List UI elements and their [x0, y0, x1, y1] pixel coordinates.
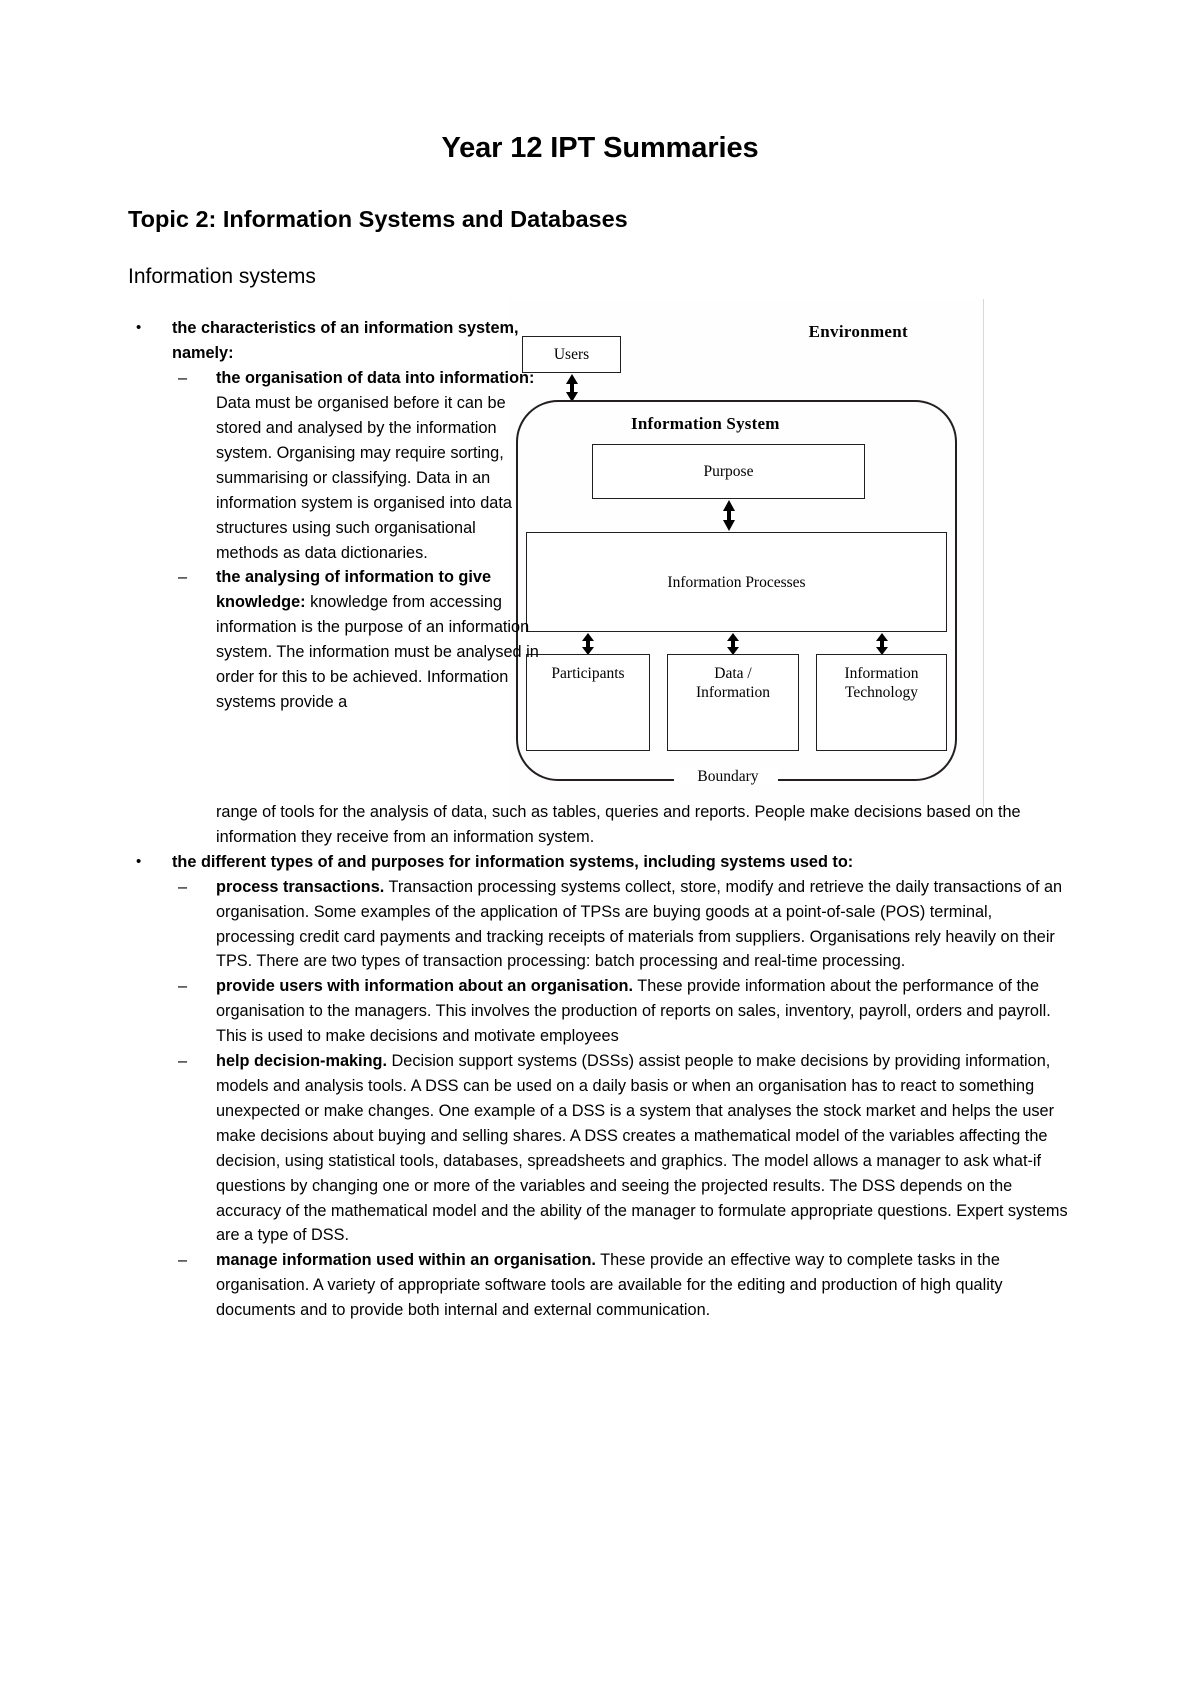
boundary-label: Boundary [697, 768, 759, 785]
bullet-characteristics [128, 316, 542, 715]
dash-glyph: – [178, 877, 188, 896]
sub-process-transactions-label: process transactions. [216, 877, 385, 896]
analysing-continuation-text: range of tools for the analysis of data, such as tables, queries and reports. People make decisions based on the information they receive from an information system. [216, 803, 1021, 846]
information-system-label: Information System [631, 414, 780, 433]
topic-heading: Topic 2: Information Systems and Databases [128, 205, 628, 232]
bullet-glyph: • [136, 319, 142, 337]
sub-process-transactions [172, 875, 1072, 975]
sub-provide-users-information-label: provide users with information about an organisation. [216, 977, 634, 996]
dash-glyph: – [178, 568, 188, 587]
bullet-characteristics-label: the characteristics of an information system, namely: [172, 319, 519, 363]
lower-content [0, 800, 1200, 1323]
sub-analysing-of-information-label: the analysing of information to give knowledge: [216, 568, 491, 612]
characteristics-sub-list [172, 366, 542, 715]
information-technology-line2: Technology [845, 684, 918, 701]
types-sub-list [172, 875, 1072, 1323]
environment-label: Environment [808, 322, 908, 341]
sub-analysing-of-information [172, 565, 542, 714]
participants-label: Participants [551, 665, 625, 682]
sub-organisation-of-data-text: Data must be organised before it can be stored and analysed by the information system. Organising may require sorting, summarising or classifying. Data in an information system is organised into data structures using such organisational methods as data dictionaries. [216, 394, 512, 562]
sub-organisation-of-data-label: the organisation of data into information: [216, 369, 535, 388]
bullet-glyph: • [136, 852, 142, 870]
sub-help-decision-making-label: help decision-making. [216, 1052, 387, 1071]
information-processes-label: Information Processes [667, 573, 806, 591]
page-title: Year 12 IPT Summaries [441, 132, 759, 164]
data-information-line2: Information [695, 684, 771, 701]
upper-content [0, 316, 1200, 715]
sub-analysing-of-information-text: knowledge from accessing information is the purpose of an information system. The information must be analysed in order for this to be achieved. Information systems provide a [216, 593, 539, 712]
dash-glyph: – [178, 369, 188, 388]
dash-glyph: – [178, 1251, 188, 1270]
users-label: Users [553, 346, 590, 363]
analysing-continuation [128, 800, 1072, 850]
sub-provide-users-information-text: These provide information about the performance of the organisation to the managers. This involves the production of reports on sales, inventory, payroll, orders and payroll. This is used to make decisions and motivate employees [216, 977, 1051, 1046]
bullet-types-and-purposes-label: the different types of and purposes for information systems, including systems used to: [172, 852, 854, 871]
dash-glyph: – [178, 1052, 188, 1071]
dash-glyph: – [178, 977, 188, 996]
sub-process-transactions-text: Transaction processing systems collect, store, modify and retrieve the daily transactions of an organisation. Some examples of the application of TPSs are buying goods at a point-of-sale (POS) terminal, processing credit card payments and tracking receipts of materials from suppliers. Organisations rely heavily on their TPS. There are two types of transaction processing: batch processing and real-time processing. [216, 877, 1063, 971]
sub-manage-information [172, 1248, 1072, 1323]
information-technology-line1: Information [844, 665, 919, 682]
sub-manage-information-text: These provide an effective way to complete tasks in the organisation. A variety of appropriate software tools are available for the editing and production of high quality documents and to provide both internal and external communication. [216, 1251, 1003, 1320]
types-bullet-list [128, 850, 1072, 1323]
purpose-label: Purpose [703, 463, 754, 480]
section-heading: Information systems [128, 265, 316, 289]
sub-help-decision-making [172, 1049, 1072, 1248]
bullet-types-and-purposes [128, 850, 1072, 1323]
sub-help-decision-making-text: Decision support systems (DSSs) assist people to make decisions by providing information, models and analysis tools. A DSS can be used on a daily basis or when an organisation has to react to something unexpected or make changes. One example of a DSS is a system that analyses the stock market and helps the user make decisions about buying and selling shares. A DSS creates a mathematical model of the variables affecting the decision, using statistical tools, databases, spreadsheets and graphics. The model allows a manager to ask what-if questions by changing one or more of the variables and seeing the projected results. The DSS depends on the accuracy of the mathematical model and the ability of the manager to formulate appropriate questions. Expert systems are a type of DSS. [216, 1052, 1068, 1245]
characteristics-bullet-list [128, 316, 1072, 715]
data-information-line1: Data / [714, 665, 752, 682]
sub-organisation-of-data [172, 366, 542, 565]
sub-manage-information-label: manage information used within an organisation. [216, 1251, 596, 1270]
sub-provide-users-information [172, 974, 1072, 1049]
